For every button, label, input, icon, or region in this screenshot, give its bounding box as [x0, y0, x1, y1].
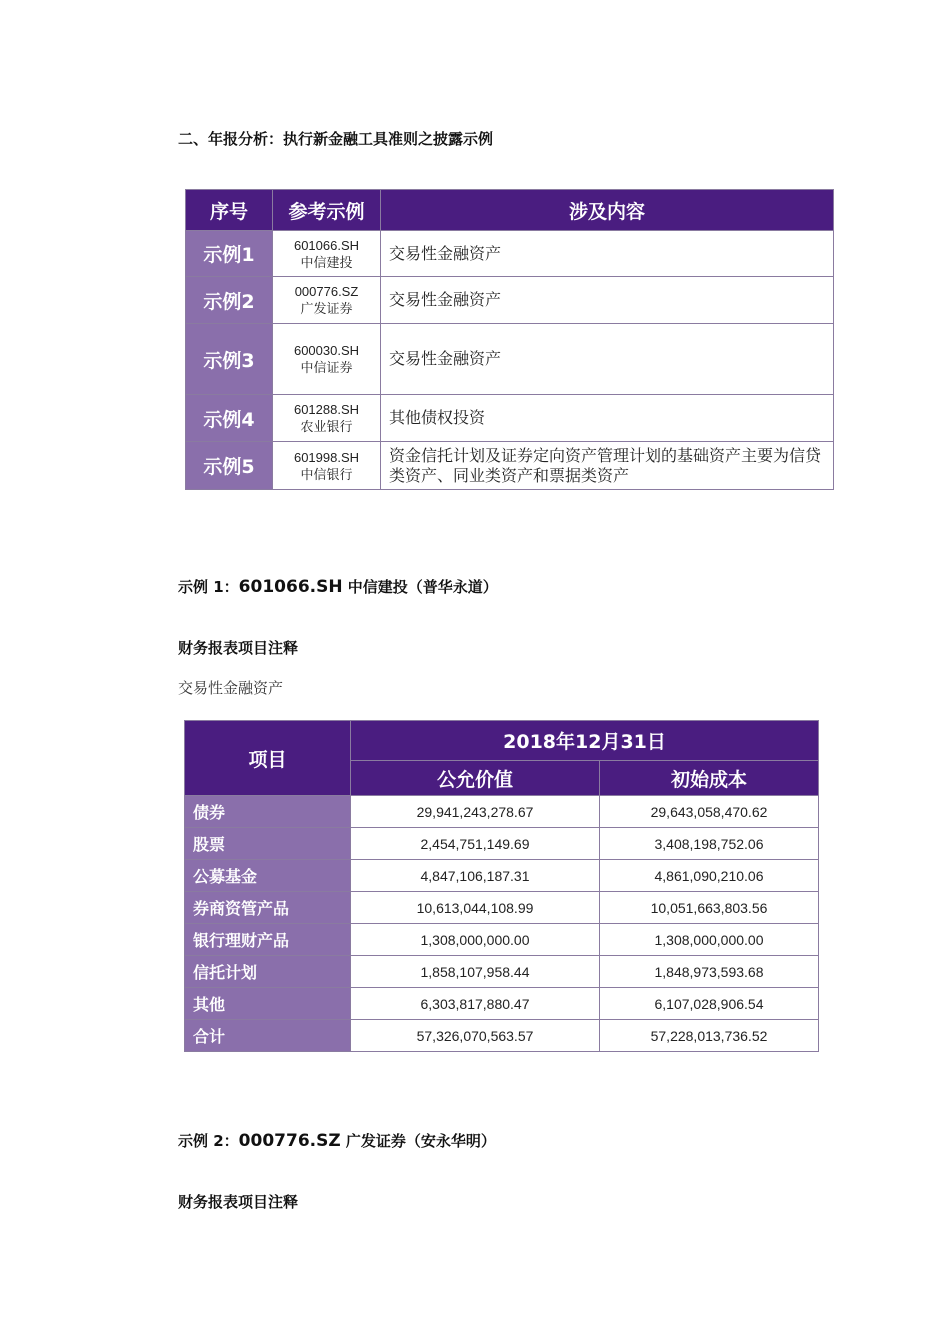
- row-content: 交易性金融资产: [381, 324, 834, 395]
- header-reference: 参考示例: [273, 190, 381, 231]
- table-row: [185, 860, 819, 892]
- row-content: 交易性金融资产: [381, 277, 834, 324]
- row-label: 示例5: [186, 442, 273, 490]
- row-label: 股票: [185, 828, 351, 860]
- table-row: [185, 924, 819, 956]
- header-initial-cost: 初始成本: [600, 761, 819, 796]
- header-fair-value: 公允价值: [351, 761, 600, 796]
- example2-code: 000776.SZ: [238, 1131, 341, 1151]
- example2-notes-title: 财务报表项目注释: [178, 1193, 299, 1211]
- header-item: 项目: [185, 721, 351, 796]
- initial-cost-cell: 6,107,028,906.54: [600, 988, 819, 1020]
- fair-value-cell: 1,858,107,958.44: [351, 956, 600, 988]
- row-label: 示例1: [186, 231, 273, 277]
- example2-title: [178, 1130, 496, 1151]
- stock-code: 601288.SH: [293, 402, 360, 417]
- table-header-row: [186, 190, 834, 231]
- header-index: 序号: [186, 190, 273, 231]
- stock-code: 601998.SH: [293, 449, 360, 465]
- header-content: 涉及内容: [381, 190, 834, 231]
- table-row: [186, 442, 834, 490]
- table-row: [185, 988, 819, 1020]
- row-reference: [273, 277, 381, 324]
- row-label: 债券: [185, 796, 351, 828]
- row-label: 银行理财产品: [185, 924, 351, 956]
- example1-suffix: 中信建投（普华永道）: [342, 578, 498, 596]
- row-label: 示例4: [186, 395, 273, 442]
- row-label: 信托计划: [185, 956, 351, 988]
- table-header-row: [185, 721, 819, 761]
- disclosure-examples-table: [185, 189, 834, 490]
- fair-value-cell: 4,847,106,187.31: [351, 860, 600, 892]
- row-label: 合计: [185, 1020, 351, 1052]
- stock-code: 601066.SH: [293, 237, 360, 253]
- table-row: [185, 796, 819, 828]
- example1-prefix: 示例 1：: [178, 578, 239, 596]
- table-row-total: [185, 1020, 819, 1052]
- row-label: 其他: [185, 988, 351, 1020]
- company-name: 中信证券: [300, 360, 353, 375]
- row-reference: [273, 231, 381, 277]
- trading-financial-assets-table: [184, 720, 819, 1052]
- stock-code: 000776.SZ: [294, 284, 359, 299]
- company-name: 广发证券: [300, 301, 353, 316]
- table-row: [186, 277, 834, 324]
- initial-cost-cell: 10,051,663,803.56: [600, 892, 819, 924]
- example2-prefix: 示例 2：: [178, 1132, 239, 1150]
- example1-item-title: 交易性金融资产: [178, 679, 284, 697]
- example1-notes-title: 财务报表项目注释: [178, 639, 299, 657]
- fair-value-cell: 10,613,044,108.99: [351, 892, 600, 924]
- fair-value-cell: 29,941,243,278.67: [351, 796, 600, 828]
- company-name: 中信建投: [300, 254, 353, 270]
- row-content: 交易性金融资产: [381, 231, 834, 277]
- row-label: 券商资管产品: [185, 892, 351, 924]
- row-content: 其他债权投资: [381, 395, 834, 442]
- example1-code: 601066.SH: [238, 577, 343, 597]
- initial-cost-cell: 1,848,973,593.68: [600, 956, 819, 988]
- fair-value-cell: 6,303,817,880.47: [351, 988, 600, 1020]
- table-row: [186, 231, 834, 277]
- fair-value-cell: 1,308,000,000.00: [351, 924, 600, 956]
- header-date: 2018年12月31日: [351, 721, 819, 761]
- fair-value-cell: 2,454,751,149.69: [351, 828, 600, 860]
- example1-title: [178, 576, 498, 597]
- stock-code: 600030.SH: [293, 343, 360, 358]
- row-reference: [273, 324, 381, 395]
- row-content: 资金信托计划及证券定向资产管理计划的基础资产主要为信贷类资产、同业类资产和票据类资产: [381, 442, 834, 490]
- example2-suffix: 广发证券（安永华明）: [340, 1132, 496, 1150]
- fair-value-cell: 57,326,070,563.57: [351, 1020, 600, 1052]
- row-label: 示例2: [186, 277, 273, 324]
- table-row: [186, 395, 834, 442]
- row-reference: [273, 395, 381, 442]
- initial-cost-cell: 57,228,013,736.52: [600, 1020, 819, 1052]
- company-name: 中信银行: [300, 466, 353, 482]
- initial-cost-cell: 29,643,058,470.62: [600, 796, 819, 828]
- initial-cost-cell: 3,408,198,752.06: [600, 828, 819, 860]
- row-label: 公募基金: [185, 860, 351, 892]
- initial-cost-cell: 4,861,090,210.06: [600, 860, 819, 892]
- table-row: [186, 324, 834, 395]
- table-row: [185, 956, 819, 988]
- row-reference: [273, 442, 381, 490]
- table-row: [185, 892, 819, 924]
- section-title: 二、年报分析：执行新金融工具准则之披露示例: [178, 130, 494, 148]
- row-label: 示例3: [186, 324, 273, 395]
- initial-cost-cell: 1,308,000,000.00: [600, 924, 819, 956]
- table-row: [185, 828, 819, 860]
- company-name: 农业银行: [300, 419, 353, 434]
